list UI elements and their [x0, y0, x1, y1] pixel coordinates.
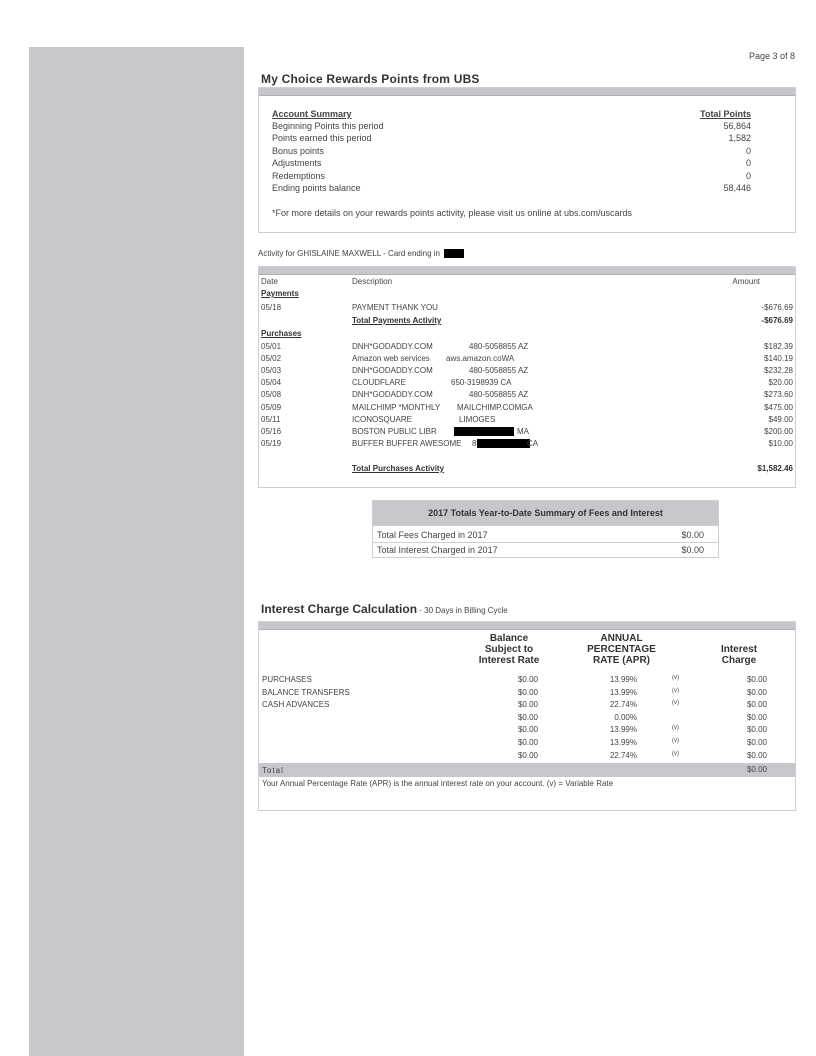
interest-total-charge: $0.00 — [746, 765, 767, 774]
purchase-date: 05/11 — [261, 414, 281, 424]
col-description-header: Description — [352, 277, 393, 286]
rewards-row-value: 56,864 — [723, 121, 751, 131]
interest-row-apr: 13.99% — [609, 675, 637, 684]
rewards-row-value: 0 — [745, 170, 751, 181]
interest-row-charge: $0.00 — [746, 700, 767, 710]
interest-row-balance: $0.00 — [517, 738, 538, 747]
rewards-row-label: Ending points balance — [272, 183, 361, 193]
col-charge-line2: Charge — [721, 655, 757, 666]
purchase-description: Amazon web services — [352, 354, 430, 364]
rewards-row-value: 0 — [745, 158, 751, 169]
purchase-date: 05/01 — [261, 342, 282, 351]
interest-row-apr: 13.99% — [609, 687, 637, 697]
interest-row-balance: $0.00 — [517, 750, 538, 760]
purchase-description: DNH*GODADDY.COM — [352, 366, 433, 376]
interest-row-balance: $0.00 — [517, 687, 538, 697]
purchase-amount: $20.00 — [768, 378, 793, 388]
purchase-merchant-info: aws.amazon.coWA — [446, 354, 515, 364]
rewards-row-value: 0 — [745, 145, 751, 156]
purchase-merchant-info: 650-3198939 CA — [451, 378, 512, 388]
purchases-total-label: Total Purchases Activity — [352, 464, 445, 473]
rewards-row-label: Points earned this period — [272, 133, 372, 144]
interest-row-charge: $0.00 — [746, 675, 767, 684]
purchase-merchant-info: LIMOGES — [459, 414, 496, 424]
purchase-description: BOSTON PUBLIC LIBR — [352, 426, 437, 436]
purchase-description: ICONOSQUARE — [352, 414, 413, 424]
fees-summary-title: 2017 Totals Year-to-Date Summary of Fees and Interest — [373, 501, 718, 525]
activity-label — [258, 249, 464, 258]
rewards-row-label: Bonus points — [272, 145, 325, 156]
purchase-date: 05/16 — [261, 426, 282, 436]
interest-row — [377, 544, 704, 556]
rewards-row-value: 1,582 — [728, 133, 751, 144]
purchase-date: 05/02 — [261, 354, 282, 364]
variable-rate-marker: (v) — [672, 675, 679, 681]
purchase-amount: $10.00 — [768, 438, 793, 448]
interest-row-label: CASH ADVANCES — [262, 700, 330, 710]
purchase-amount: $182.39 — [764, 342, 793, 351]
page-number: Page 3 of 8 — [748, 51, 795, 61]
purchase-merchant-info: MA — [517, 426, 529, 436]
col-apr-line2: PERCENTAGE — [587, 644, 656, 655]
interest-row-charge: $0.00 — [746, 712, 767, 722]
activity-header-bar — [259, 267, 795, 275]
purchase-amount: $140.19 — [764, 354, 793, 364]
purchase-merchant-info: CA — [527, 438, 539, 448]
purchase-amount: $49.00 — [768, 414, 793, 424]
purchases-section-header: Purchases — [261, 329, 302, 338]
interest-row-balance: $0.00 — [517, 712, 538, 722]
purchase-description: CLOUDFLARE — [352, 378, 406, 388]
apr-note: Your Annual Percentage Rate (APR) is the annual interest rate on your account. (v) = Variable Rate — [262, 779, 614, 788]
payments-total: -$676.69 — [761, 316, 793, 325]
redaction-block — [477, 439, 530, 448]
purchase-date: 05/19 — [261, 438, 282, 448]
purchase-description: MAILCHIMP *MONTHLY — [352, 402, 441, 412]
rewards-box — [258, 87, 796, 233]
rewards-title: My Choice Rewards Points from UBS — [261, 72, 480, 86]
rewards-header-bar — [259, 88, 795, 96]
interest-calc-title — [261, 602, 508, 616]
purchase-prefix: 8 — [472, 438, 477, 448]
col-amount-header: Amount — [732, 277, 760, 286]
variable-rate-marker: (v) — [672, 738, 679, 744]
interest-row-charge: $0.00 — [746, 687, 767, 697]
interest-total-label: Total — [262, 766, 284, 775]
variable-rate-marker: (v) — [672, 700, 679, 707]
col-apr-line1: ANNUAL — [600, 633, 643, 644]
col-charge-header — [709, 644, 769, 666]
interest-total-band — [259, 763, 795, 777]
interest-row-charge: $0.00 — [746, 738, 767, 747]
purchase-date: 05/08 — [261, 390, 282, 400]
col-apr-header — [579, 633, 664, 666]
purchase-merchant-info: 480-5058855 AZ — [469, 366, 529, 376]
redaction-block — [444, 249, 464, 258]
interest-calc-title-text: Interest Charge Calculation — [261, 602, 418, 616]
col-charge-line1: Interest — [720, 644, 758, 655]
interest-row-apr: 22.74% — [609, 700, 637, 710]
interest-calc-table — [258, 621, 796, 811]
purchase-amount: $273.60 — [764, 390, 793, 400]
payment-date: 05/18 — [261, 303, 282, 312]
purchase-description: BUFFER BUFFER AWESOME — [352, 438, 462, 448]
purchase-description: DNH*GODADDY.COM — [352, 390, 433, 400]
interest-row-balance: $0.00 — [517, 700, 538, 710]
col-apr-line3: RATE (APR) — [592, 655, 651, 666]
rewards-row-value: 58,446 — [723, 183, 751, 193]
fees-value: $0.00 — [681, 530, 704, 540]
purchase-merchant-info: 480-5058855 AZ — [469, 342, 529, 351]
interest-row-charge: $0.00 — [746, 725, 767, 735]
payment-amount: -$676.69 — [761, 303, 793, 312]
purchase-merchant-info: MAILCHIMP.COMGA — [457, 402, 533, 412]
purchase-amount: $232.28 — [764, 366, 793, 376]
interest-row-balance: $0.00 — [517, 725, 538, 735]
payments-total-label: Total Payments Activity — [352, 316, 442, 325]
interest-calc-subtitle: - 30 Days in Billing Cycle — [417, 606, 508, 615]
interest-label: Total Interest Charged in 2017 — [377, 545, 498, 555]
interest-row-label: BALANCE TRANSFERS — [262, 687, 350, 697]
payment-description: PAYMENT THANK YOU — [352, 303, 438, 312]
col-balance-line3: Interest Rate — [478, 655, 540, 666]
interest-header-bar — [259, 622, 795, 630]
col-balance-line2: Subject to — [484, 644, 534, 655]
col-date-header: Date — [261, 277, 278, 286]
interest-row-apr: 13.99% — [609, 725, 637, 735]
left-sidebar-band — [29, 47, 244, 1056]
variable-rate-marker: (v) — [672, 750, 679, 757]
col-balance-header — [474, 633, 544, 666]
purchase-amount: $200.00 — [764, 426, 793, 436]
variable-rate-marker: (v) — [672, 687, 679, 694]
purchase-date: 05/04 — [261, 378, 282, 388]
rewards-row-label: Beginning Points this period — [272, 121, 384, 131]
fees-interest-summary — [372, 500, 719, 558]
purchase-merchant-info: 480-5058855 AZ — [469, 390, 529, 400]
rewards-row-label: Redemptions — [272, 170, 326, 181]
purchase-date: 05/03 — [261, 366, 282, 376]
rewards-row-label: Adjustments — [272, 158, 322, 169]
interest-value: $0.00 — [681, 545, 704, 555]
col-balance-line1: Balance — [489, 633, 529, 644]
purchase-date: 05/09 — [261, 402, 282, 412]
total-points-header: Total Points — [700, 109, 751, 119]
interest-row-balance: $0.00 — [517, 675, 538, 684]
redaction-block — [454, 427, 514, 436]
purchase-description: DNH*GODADDY.COM — [352, 342, 433, 351]
fees-row — [377, 529, 704, 541]
purchase-amount: $475.00 — [764, 402, 793, 412]
interest-row-apr: 0.00% — [614, 712, 637, 722]
account-summary-header: Account Summary — [272, 109, 352, 119]
rewards-note: *For more details on your rewards points activity, please visit us online at ubs.com/uscards — [272, 208, 632, 218]
variable-rate-marker: (v) — [672, 725, 679, 732]
purchases-total: $1,582.46 — [757, 464, 793, 473]
payments-section-header: Payments — [261, 289, 299, 298]
activity-table — [258, 266, 796, 488]
interest-row-apr: 13.99% — [609, 738, 637, 747]
activity-label-text: Activity for GHISLAINE MAXWELL - Card ending in — [258, 249, 440, 258]
interest-row-label: PURCHASES — [262, 675, 312, 684]
fees-label: Total Fees Charged in 2017 — [377, 530, 488, 540]
interest-row-apr: 22.74% — [609, 750, 637, 760]
interest-row-charge: $0.00 — [746, 750, 767, 760]
